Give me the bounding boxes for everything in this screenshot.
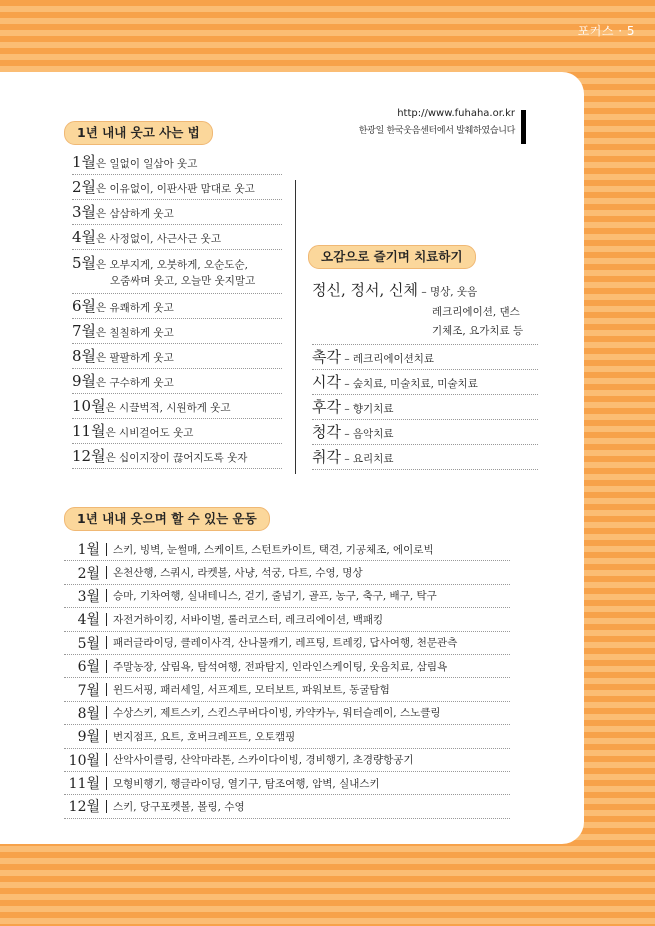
laugh-text: 은 유쾌하게 웃고	[96, 302, 174, 314]
month-label: 5월	[77, 635, 100, 652]
laugh-row	[72, 225, 282, 250]
exercise-text: 온천산행, 스쿼시, 라켓볼, 사냥, 석궁, 다트, 수영, 명상	[113, 567, 363, 580]
exercise-text: 패러글라이딩, 클레이사격, 산나물캐기, 레프팅, 트레킹, 답사여행, 천문관측	[113, 637, 458, 650]
month-label: 6월	[72, 297, 97, 315]
laugh-text: 은 일없이 일삼아 웃고	[96, 158, 198, 170]
laugh-text: 은 구수하게 웃고	[96, 377, 174, 389]
month-label: 10월	[72, 397, 106, 415]
month-label: 2월	[72, 178, 97, 196]
month-label: 12월	[68, 799, 100, 816]
month-label: 12월	[72, 447, 106, 465]
laugh-row	[72, 419, 282, 444]
month-separator	[106, 543, 107, 556]
laugh-row	[72, 150, 282, 175]
month-label: 8월	[72, 347, 97, 365]
page-header-label: 포커스 · 5	[577, 24, 635, 38]
section-title-laugh-year: 1년 내내 웃고 사는 법	[64, 121, 213, 145]
exercise-year-list	[64, 538, 510, 819]
month-label: 8월	[77, 705, 100, 722]
exercise-text: 스키, 당구포켓볼, 볼링, 수영	[113, 800, 245, 813]
month-label: 1월	[77, 542, 100, 559]
sense-text: – 레크리에이션치료	[340, 353, 435, 365]
five-senses-list	[312, 277, 538, 470]
exercise-text: 윈드서핑, 패러세일, 서프제트, 모터보트, 파워보트, 동굴탐험	[113, 684, 390, 697]
exercise-text: 스키, 빙벽, 눈썰매, 스케이트, 스턴트카이트, 택견, 기공체조, 에이로빅	[113, 543, 434, 556]
source-credit	[359, 108, 515, 136]
exercise-text: 주말농장, 삼림욕, 탐석여행, 전파탐지, 인라인스케이팅, 웃음치료, 삼림욕	[113, 660, 448, 673]
laugh-text: 은 이유없이, 이판사판 맘대로 웃고	[96, 183, 255, 195]
month-separator	[106, 636, 107, 649]
section-title-exercise-year: 1년 내내 웃으며 할 수 있는 운동	[64, 507, 270, 531]
sense-row	[312, 370, 538, 395]
month-separator	[106, 730, 107, 743]
exercise-row	[64, 725, 510, 748]
senses-main-text: – 명상, 웃음	[418, 286, 478, 298]
exercise-row	[64, 702, 510, 725]
month-separator	[106, 566, 107, 579]
laugh-text: 은 시끌벅적, 시원하게 웃고	[105, 402, 231, 414]
exercise-text: 수상스키, 제트스키, 스킨스쿠버다이빙, 카약카누, 워터슬레이, 스노클링	[113, 707, 441, 720]
exercise-text: 자전거하이킹, 서바이벌, 롤러코스터, 레크리에이션, 백패킹	[113, 613, 384, 626]
month-label: 11월	[72, 422, 106, 440]
senses-rows	[312, 345, 538, 470]
sense-key: 촉각	[312, 348, 341, 366]
month-separator	[106, 706, 107, 719]
senses-main-key: 정신, 정서, 신체	[312, 281, 419, 299]
month-label: 9월	[77, 729, 100, 746]
exercise-row	[64, 632, 510, 655]
month-separator	[106, 683, 107, 696]
source-bar	[521, 110, 526, 144]
laugh-row	[72, 344, 282, 369]
month-separator	[106, 753, 107, 766]
laugh-year-list	[72, 150, 282, 469]
laugh-text: 은 오부지게, 오붓하게, 오순도순,	[96, 259, 248, 271]
sense-row	[312, 420, 538, 445]
exercise-row	[64, 655, 510, 678]
month-separator	[106, 660, 107, 673]
column-divider	[295, 180, 296, 474]
month-label: 3월	[72, 203, 97, 221]
source-url[interactable]: http://www.fuhaha.or.kr	[397, 108, 515, 119]
exercise-row	[64, 608, 510, 631]
senses-main-row	[312, 277, 538, 345]
sense-text: – 숲치료, 미술치료, 미술치료	[340, 378, 478, 390]
month-separator	[106, 777, 107, 790]
month-label: 5월	[72, 254, 97, 272]
exercise-row	[64, 678, 510, 701]
laugh-text: 은 시비걸어도 웃고	[105, 427, 194, 439]
month-label: 6월	[77, 659, 100, 676]
month-label: 4월	[77, 612, 100, 629]
sense-text: – 음악치료	[340, 428, 394, 440]
month-label: 4월	[72, 228, 97, 246]
sense-key: 시각	[312, 373, 341, 391]
exercise-text: 승마, 기차여행, 실내테니스, 걷기, 줄넘기, 골프, 농구, 축구, 배구, 탁구	[113, 590, 437, 603]
sense-row	[312, 395, 538, 420]
laugh-row	[72, 250, 282, 294]
exercise-text: 산악사이클링, 산악마라톤, 스카이다이빙, 경비행기, 초경량항공기	[113, 754, 414, 767]
sense-row	[312, 445, 538, 470]
senses-main-line2: 레크리에이션, 댄스	[432, 306, 520, 318]
exercise-row	[64, 795, 510, 818]
month-label: 7월	[77, 682, 100, 699]
section-title-five-senses: 오감으로 즐기며 치료하기	[308, 245, 476, 269]
laugh-text: 은 사정없이, 사근사근 웃고	[96, 233, 221, 245]
month-label: 11월	[68, 776, 100, 793]
exercise-row	[64, 538, 510, 561]
sense-text: – 요리치료	[340, 453, 394, 465]
month-separator	[106, 613, 107, 626]
laugh-row	[72, 319, 282, 344]
month-label: 1월	[72, 153, 97, 171]
laugh-text: 은 십이지장이 끊어지도록 웃자	[105, 452, 248, 464]
exercise-row	[64, 749, 510, 772]
laugh-row	[72, 294, 282, 319]
exercise-row	[64, 772, 510, 795]
laugh-row	[72, 175, 282, 200]
source-note: 한광일 한국웃음센터에서 발췌하였습니다	[358, 126, 515, 136]
month-separator	[106, 589, 107, 602]
laugh-text: 은 칠칠하게 웃고	[96, 327, 174, 339]
month-label: 10월	[68, 752, 100, 769]
laugh-row	[72, 369, 282, 394]
month-separator	[106, 800, 107, 813]
sense-key: 후각	[312, 398, 341, 416]
sense-key: 청각	[312, 423, 341, 441]
sense-key: 취각	[312, 448, 341, 466]
month-label: 7월	[72, 322, 97, 340]
laugh-row	[72, 394, 282, 419]
exercise-row	[64, 585, 510, 608]
exercise-text: 모형비행기, 행글라이딩, 열기구, 탐조여행, 암벽, 실내스키	[113, 777, 380, 790]
month-label: 9월	[72, 372, 97, 390]
laugh-text: 은 팔팔하게 웃고	[96, 352, 174, 364]
sense-text: – 향기치료	[340, 403, 394, 415]
laugh-row-line	[72, 252, 282, 273]
senses-main-line3: 기체조, 요가치료 등	[432, 325, 524, 337]
laugh-text-cont: 오줌싸며 웃고, 오늘만 웃지말고	[110, 275, 256, 287]
exercise-row	[64, 561, 510, 584]
laugh-row	[72, 200, 282, 225]
laugh-text: 은 삼삼하게 웃고	[96, 208, 174, 220]
month-label: 3월	[77, 588, 100, 605]
sense-row	[312, 345, 538, 370]
exercise-text: 번지점프, 요트, 호버크레프트, 오토캠핑	[113, 730, 296, 743]
laugh-row	[72, 444, 282, 469]
month-label: 2월	[77, 565, 100, 582]
